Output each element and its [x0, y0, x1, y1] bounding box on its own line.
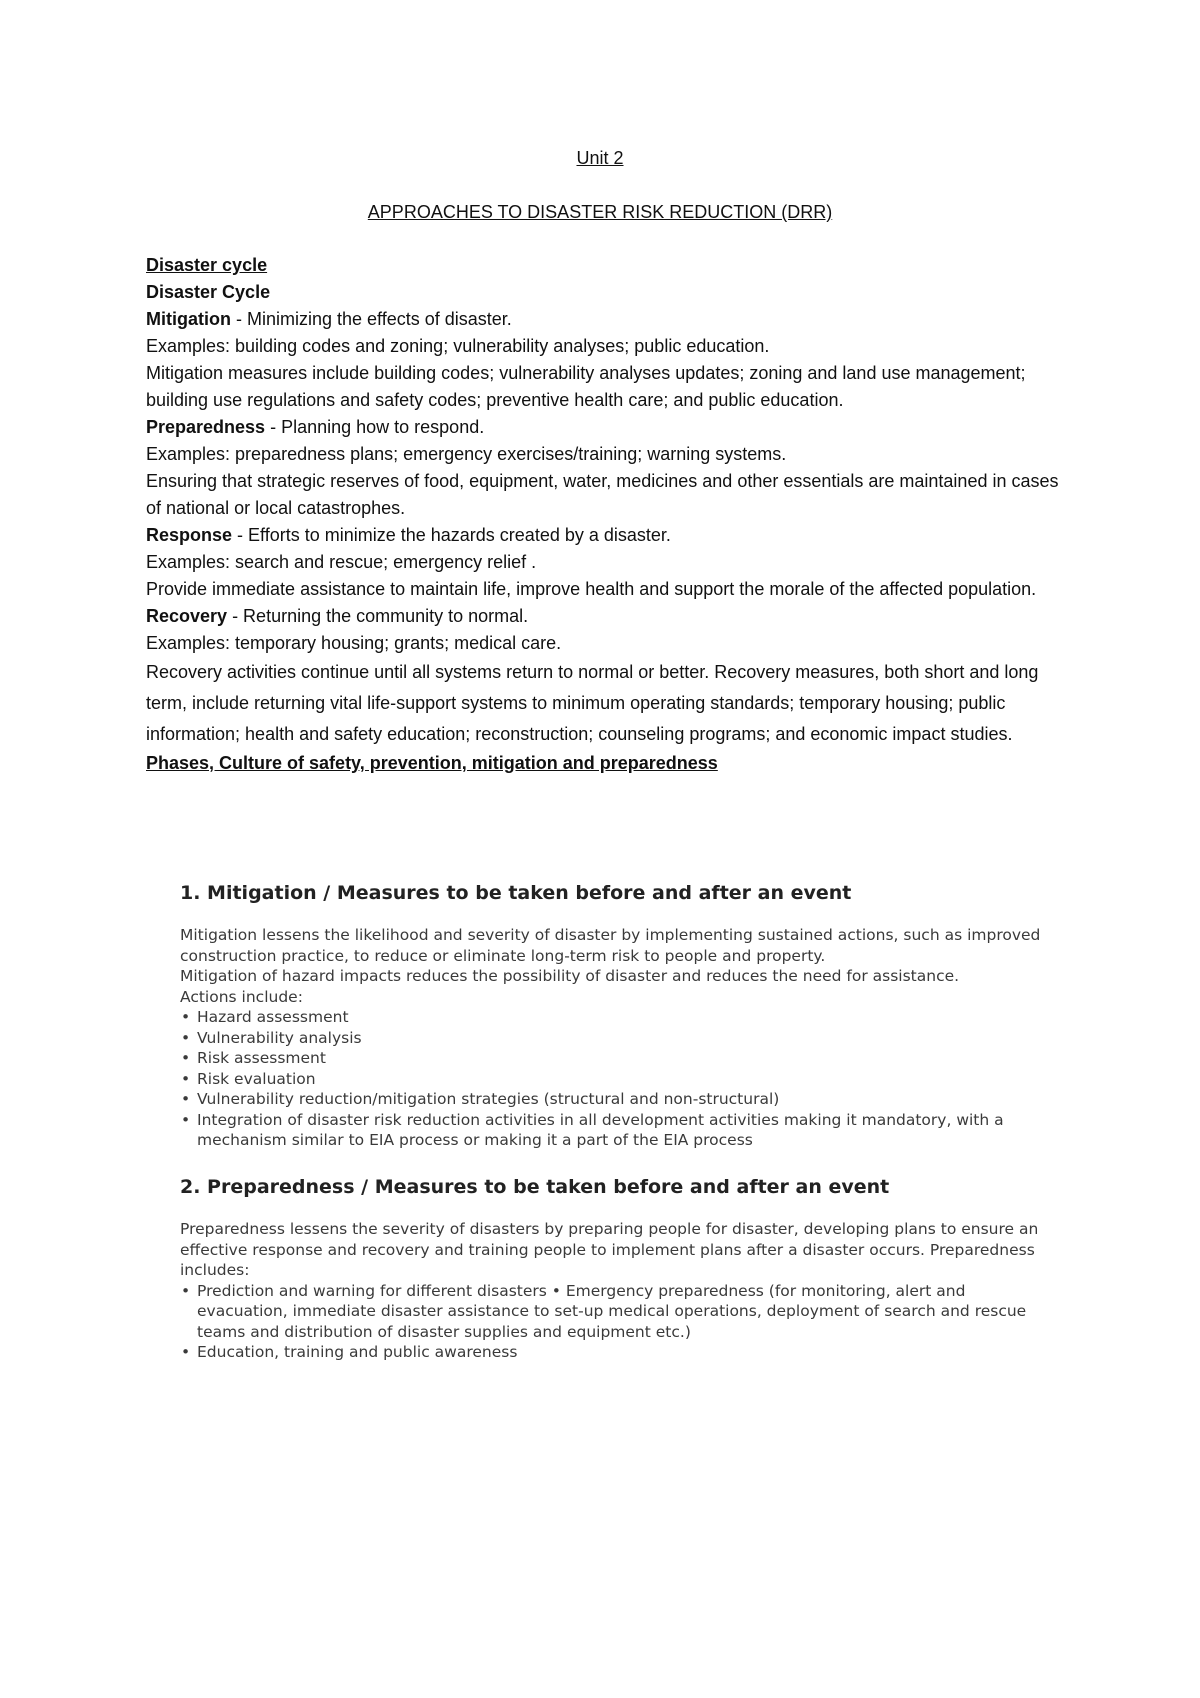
list-item: • Vulnerability analysis — [180, 1028, 1060, 1049]
mitigation-measures-body — [180, 925, 1060, 1151]
preparedness-measures-para-1: Preparedness lessens the severity of disasters by preparing people for disaster, developing plans to ensure an effective response and recovery and training people to implement plans after a disaster occurs. Preparedness includes: — [180, 1220, 1039, 1279]
preparedness-measures-section — [180, 1176, 1060, 1363]
mitigation-term: Mitigation — [146, 309, 231, 329]
recovery-definition-text: - Returning the community to normal. — [227, 606, 529, 626]
recovery-examples: Examples: temporary housing; grants; medical care. — [146, 633, 562, 653]
response-definition — [146, 522, 1066, 549]
unit-title: Unit 2 — [576, 148, 624, 168]
list-item: • Hazard assessment — [180, 1007, 1060, 1028]
list-item: • Risk evaluation — [180, 1069, 1060, 1090]
disaster-cycle-subheading: Disaster Cycle — [146, 282, 271, 302]
mitigation-measures-para-2: Mitigation of hazard impacts reduces the possibility of disaster and reduces the need for assistance. — [180, 967, 960, 985]
preparedness-measures-heading: 2. Preparedness / Measures to be taken before and after an event — [180, 1176, 890, 1198]
recovery-term: Recovery — [146, 606, 228, 626]
preparedness-includes-list — [180, 1281, 1060, 1363]
mitigation-detail: Mitigation measures include building codes; vulnerability analyses updates; zoning and land use management; building use regulations and safety codes; preventive health care; and public education. — [146, 363, 1026, 410]
list-item: • Vulnerability reduction/mitigation strategies (structural and non-structural) — [180, 1089, 1060, 1110]
mitigation-definition-text: - Minimizing the effects of disaster. — [230, 309, 512, 329]
mitigation-measures-para-3: Actions include: — [180, 987, 303, 1006]
preparedness-definition-text: - Planning how to respond. — [265, 417, 485, 437]
recovery-detail: Recovery activities continue until all systems return to normal or better. Recovery measures, both short and long term, include returning vital life-support systems to minimum operating standards; temporary housing; public information; health and safety education; reconstruction; counseling programs; and economic impact studies. — [146, 662, 1039, 744]
phases-heading: Phases, Culture of safety, prevention, mitigation and preparedness — [146, 753, 718, 773]
list-item: • Integration of disaster risk reduction activities in all development activities making it mandatory, with a mechanism similar to EIA process or making it a part of the EIA process — [180, 1110, 1060, 1151]
response-examples: Examples: search and rescue; emergency relief . — [146, 552, 537, 572]
mitigation-definition — [146, 306, 1066, 333]
list-item: • Education, training and public awareness — [180, 1342, 1060, 1363]
mitigation-measures-heading: 1. Mitigation / Measures to be taken before and after an event — [180, 882, 852, 904]
preparedness-definition — [146, 414, 1066, 441]
preparedness-detail: Ensuring that strategic reserves of food, equipment, water, medicines and other essentials are maintained in cases of national or local catastrophes. — [146, 471, 1059, 518]
preparedness-measures-body — [180, 1219, 1060, 1363]
list-item: • Prediction and warning for different disasters • Emergency preparedness (for monitoring, alert and evacuation, immediate disaster assistance to set-up medical operations, deployment of search and rescue teams and distribution of disaster supplies and equipment etc.) — [180, 1281, 1060, 1343]
mitigation-examples: Examples: building codes and zoning; vulnerability analyses; public education. — [146, 336, 770, 356]
disaster-cycle-heading: Disaster cycle — [146, 255, 268, 275]
mitigation-measures-section — [180, 882, 1060, 1151]
mitigation-actions-list — [180, 1007, 1060, 1151]
disaster-cycle-section — [146, 252, 1066, 777]
recovery-definition — [146, 603, 1066, 630]
response-definition-text: - Efforts to minimize the hazards created by a disaster. — [232, 525, 671, 545]
preparedness-examples: Examples: preparedness plans; emergency exercises/training; warning systems. — [146, 444, 787, 464]
response-term: Response — [146, 525, 233, 545]
document-title: APPROACHES TO DISASTER RISK REDUCTION (DRR) — [367, 202, 833, 222]
response-detail: Provide immediate assistance to maintain life, improve health and support the morale of the affected population. — [146, 579, 1037, 599]
preparedness-term: Preparedness — [146, 417, 266, 437]
list-item: • Risk assessment — [180, 1048, 1060, 1069]
mitigation-measures-para-1: Mitigation lessens the likelihood and severity of disaster by implementing sustained actions, such as improved construction practice, to reduce or eliminate long-term risk to people and property. — [180, 926, 1041, 965]
